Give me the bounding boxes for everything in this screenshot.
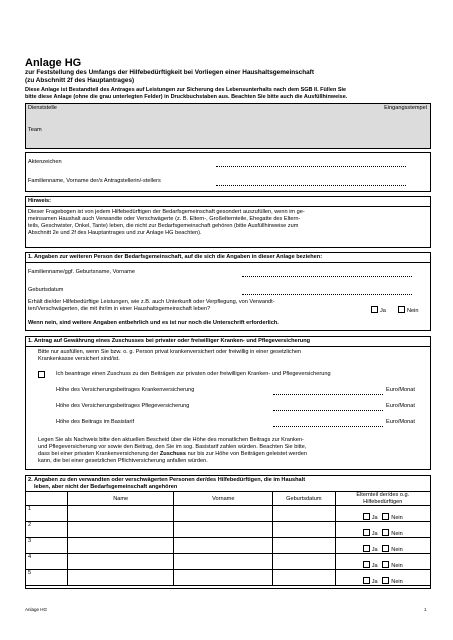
vorname-cell[interactable] xyxy=(174,538,273,554)
intro-line-1: Diese Anlage ist Bestandteil des Antrages auf Leistungen zur Sicherung des Lebensunterhalts nach dem SGB II. Füllen Sie xyxy=(25,87,347,93)
section1-heading: 1. Angaben zur weiteren Person der Bedarfsgemeinschaft, auf die sich die Angaben in dieser Anlage beziehen: xyxy=(28,254,323,260)
table-row xyxy=(26,570,431,586)
checkbox-icon[interactable] xyxy=(398,306,405,313)
ja-option[interactable] xyxy=(363,531,378,537)
insurance-note-line: und Pflegeversicherung vor sowie den Beitrag, den Sie im sog. Basistarif zahlen würden. Beachten Sie bitte, xyxy=(38,444,307,450)
elternteil-cell xyxy=(335,554,431,570)
pv-field[interactable] xyxy=(273,410,383,411)
page-title: Anlage HG xyxy=(25,57,82,69)
ja-label: Ja xyxy=(371,563,378,569)
geburtsdatum-header: Geburtsdatum xyxy=(273,492,335,506)
checkbox-icon[interactable] xyxy=(363,561,370,568)
footer-label: Anlage HG xyxy=(25,607,48,612)
geburtsdatum-cell[interactable] xyxy=(273,554,335,570)
geburtsdatum-cell[interactable] xyxy=(273,506,335,522)
insurance-intro-line: Krankenkasse versichert sind/ist. xyxy=(38,356,120,362)
pv-label: Höhe des Versicherungsbeitrages Pflegeversicherung xyxy=(56,403,190,409)
subtitle-line-2: (zu Abschnitt 2f des Hauptantrages) xyxy=(25,77,135,84)
relatives-heading-line: leben, aber nicht der Bedarfsgemeinschaft angehören xyxy=(34,484,178,490)
nein-label: Nein xyxy=(391,563,403,569)
ja-label: Ja xyxy=(371,531,378,537)
aktenzeichen-field[interactable] xyxy=(216,166,406,167)
row-number: 4 xyxy=(26,554,68,570)
intro-text xyxy=(25,87,435,101)
hinweis-text xyxy=(28,209,428,237)
pv-unit: Euro/Monat xyxy=(386,403,415,409)
checkbox-icon[interactable] xyxy=(382,545,389,552)
vorname-cell[interactable] xyxy=(174,506,273,522)
page-number: 1 xyxy=(424,607,427,612)
hinweis-line: meinsamen Haushalt auch Verwandte oder Verschwägerte (z. B. Eltern-, Großelternteile, Ehegatte des Eltern- xyxy=(28,216,301,222)
relatives-heading xyxy=(28,477,428,491)
row-number-header xyxy=(26,492,68,506)
page-subtitle xyxy=(25,69,435,85)
relatives-heading-line: 2. Angaben zu den verwandten oder verschwägerten Personen der/des Hilfebedürftigen, die im Haushalt xyxy=(28,477,306,483)
note-zuschuss: Zuschuss xyxy=(159,451,187,457)
name-cell[interactable] xyxy=(67,554,173,570)
nein-option[interactable] xyxy=(382,515,403,521)
kv-field[interactable] xyxy=(273,394,383,395)
subtitle-line-1: zur Feststellung des Umfangs der Hilfebedürftigkeit bei Vorliegen einer Haushaltsgemeinschaft xyxy=(25,69,314,76)
eingangsstempel-label: Eingangsstempel xyxy=(384,105,427,111)
nein-option[interactable] xyxy=(382,547,403,553)
vorname-cell[interactable] xyxy=(174,570,273,586)
nein-option[interactable] xyxy=(382,563,403,569)
support-ja-option[interactable] xyxy=(371,306,386,315)
elternteil-header xyxy=(335,492,431,506)
table-row xyxy=(26,554,431,570)
elternteil-cell xyxy=(335,570,431,586)
checkbox-icon[interactable] xyxy=(38,371,45,378)
row-number: 2 xyxy=(26,522,68,538)
person-dob-field[interactable] xyxy=(242,294,412,295)
hinweis-box xyxy=(25,196,431,248)
familienname-field[interactable] xyxy=(216,185,406,186)
name-cell[interactable] xyxy=(67,538,173,554)
ja-label: Ja xyxy=(380,308,386,314)
ja-label: Ja xyxy=(371,515,378,521)
row-number: 3 xyxy=(26,538,68,554)
elternteil-cell xyxy=(335,522,431,538)
support-question-line: ten/Verschwägerten, die mit ihr/im in einer Haushaltsgemeinschaft leben? xyxy=(28,306,211,312)
geburtsdatum-cell[interactable] xyxy=(273,522,335,538)
checkbox-icon[interactable] xyxy=(363,513,370,520)
zuschuss-label: Ich beantrage einen Zuschuss zu den Beiträgen zur privaten oder freiwilligen Kranken- und Pflegeversicherung xyxy=(56,371,331,377)
person-name-field[interactable] xyxy=(242,276,412,277)
ja-label: Ja xyxy=(371,547,378,553)
name-cell[interactable] xyxy=(67,506,173,522)
nein-option[interactable] xyxy=(382,531,403,537)
checkbox-icon[interactable] xyxy=(382,529,389,536)
section1-box xyxy=(25,252,431,331)
basistarif-field[interactable] xyxy=(273,426,383,427)
table-header-row xyxy=(26,492,431,506)
aktenzeichen-label: Aktenzeichen xyxy=(28,159,62,165)
checkbox-icon[interactable] xyxy=(382,577,389,584)
checkbox-icon[interactable] xyxy=(382,561,389,568)
basistarif-label: Höhe des Beitrags im Basistarif xyxy=(56,419,135,425)
nein-label: Nein xyxy=(391,515,403,521)
nein-label: Nein xyxy=(407,308,419,314)
hinweis-line: Dieser Fragebogen ist von jedem Hilfebedürftigen der Bedarfsgemeinschaft gesondert auszufüllen, wenn im ge- xyxy=(28,209,305,215)
vorname-cell[interactable] xyxy=(174,554,273,570)
dienststelle-label: Dienststelle xyxy=(28,105,57,111)
person-name-label: Familienname/ggf. Geburtsname, Vorname xyxy=(28,269,135,275)
kv-unit: Euro/Monat xyxy=(386,387,415,393)
geburtsdatum-cell[interactable] xyxy=(273,570,335,586)
intro-line-2: bitte diese Anlage (ohne die grau unterlegten Felder) in Druckbuchstaben aus. Beachten Sie bitte auch die Ausfüllhinweise. xyxy=(25,94,348,100)
checkbox-icon[interactable] xyxy=(363,529,370,536)
zuschuss-checkbox-row[interactable] xyxy=(38,371,47,380)
name-header: Name xyxy=(67,492,173,506)
hinweis-line: Abschnitt 2e und 2f des Hauptantrages und zur Anlage HG beachten). xyxy=(28,230,202,236)
checkbox-icon[interactable] xyxy=(371,306,378,313)
elternteil-cell xyxy=(335,538,431,554)
nein-label: Nein xyxy=(391,531,403,537)
stop-note: Wenn nein, sind weitere Angaben entbehrlich und es ist nur noch die Unterschrift erforderlich. xyxy=(28,320,279,326)
support-question-line: Erhält die/der Hilfebedürftige Leistungen, wie z.B. auch Unterkunft oder Verpflegung, von Verwandt- xyxy=(28,299,275,305)
checkbox-icon[interactable] xyxy=(363,545,370,552)
ja-option[interactable] xyxy=(363,547,378,553)
insurance-intro-line: Bitte nur ausfüllen, wenn Sie bzw. o. g. Person privat krankenversichert oder freiwillig in einer gesetzlichen xyxy=(38,349,302,355)
team-label: Team xyxy=(28,127,42,133)
support-question xyxy=(28,299,368,313)
ja-label: Ja xyxy=(371,579,378,585)
ja-option[interactable] xyxy=(363,515,378,521)
vorname-cell[interactable] xyxy=(174,522,273,538)
checkbox-icon[interactable] xyxy=(382,513,389,520)
elternteil-cell xyxy=(335,506,431,522)
note-text: dass bei einer privaten Krankenversicherung der xyxy=(38,451,160,457)
vorname-header: Vorname xyxy=(174,492,273,506)
geburtsdatum-cell[interactable] xyxy=(273,538,335,554)
nein-label: Nein xyxy=(391,547,403,553)
insurance-note xyxy=(38,437,426,465)
kv-label: Höhe des Versicherungsbeitrages Krankenversicherung xyxy=(56,387,195,393)
office-box xyxy=(25,103,431,149)
person-dob-label: Geburtsdatum xyxy=(28,287,64,293)
support-nein-option[interactable] xyxy=(398,306,419,315)
familienname-label: Familienname, Vorname der/s Antragstellerin/-stellers xyxy=(28,178,161,184)
insurance-note-line: kann, die bei einer gesetzlichen Pflichtversicherung anfallen würden. xyxy=(38,458,208,464)
row-number: 5 xyxy=(26,570,68,586)
insurance-intro xyxy=(38,349,418,363)
name-cell[interactable] xyxy=(67,570,173,586)
nein-option[interactable] xyxy=(382,579,403,585)
checkbox-icon[interactable] xyxy=(363,577,370,584)
elternteil-header-line: Hilfebedürftigen xyxy=(363,498,403,505)
ja-option[interactable] xyxy=(363,579,378,585)
hinweis-line: teils, Geschwister, Onkel, Tante) leben, die nicht zur Bedarfsgemeinschaft gehören (bitte Ausfüllhinweise zum xyxy=(28,223,299,229)
insurance-heading: 1. Antrag auf Gewährung eines Zuschusses bei privater oder freiwilliger Kranken- und Pflegeversicherung xyxy=(28,338,311,344)
elternteil-header-line: Elternteil der/des o.g. xyxy=(356,492,410,498)
applicant-box xyxy=(25,152,431,192)
insurance-note-line xyxy=(38,451,426,458)
table-row xyxy=(26,506,431,522)
relatives-table xyxy=(25,491,431,586)
basistarif-unit: Euro/Monat xyxy=(386,419,415,425)
ja-option[interactable] xyxy=(363,563,378,569)
table-row xyxy=(26,538,431,554)
insurance-box xyxy=(25,336,431,470)
nein-label: Nein xyxy=(391,579,403,585)
note-text: nur bis zur Höhe von Beiträgen geleistet werden xyxy=(186,451,307,457)
hinweis-heading: Hinweis: xyxy=(28,198,52,204)
insurance-note-line: Legen Sie als Nachweis bitte den aktuellen Bescheid über die Höhe des monatlichen Beitrags zur Kranken- xyxy=(38,437,304,443)
name-cell[interactable] xyxy=(67,522,173,538)
row-number: 1 xyxy=(26,506,68,522)
table-row xyxy=(26,522,431,538)
